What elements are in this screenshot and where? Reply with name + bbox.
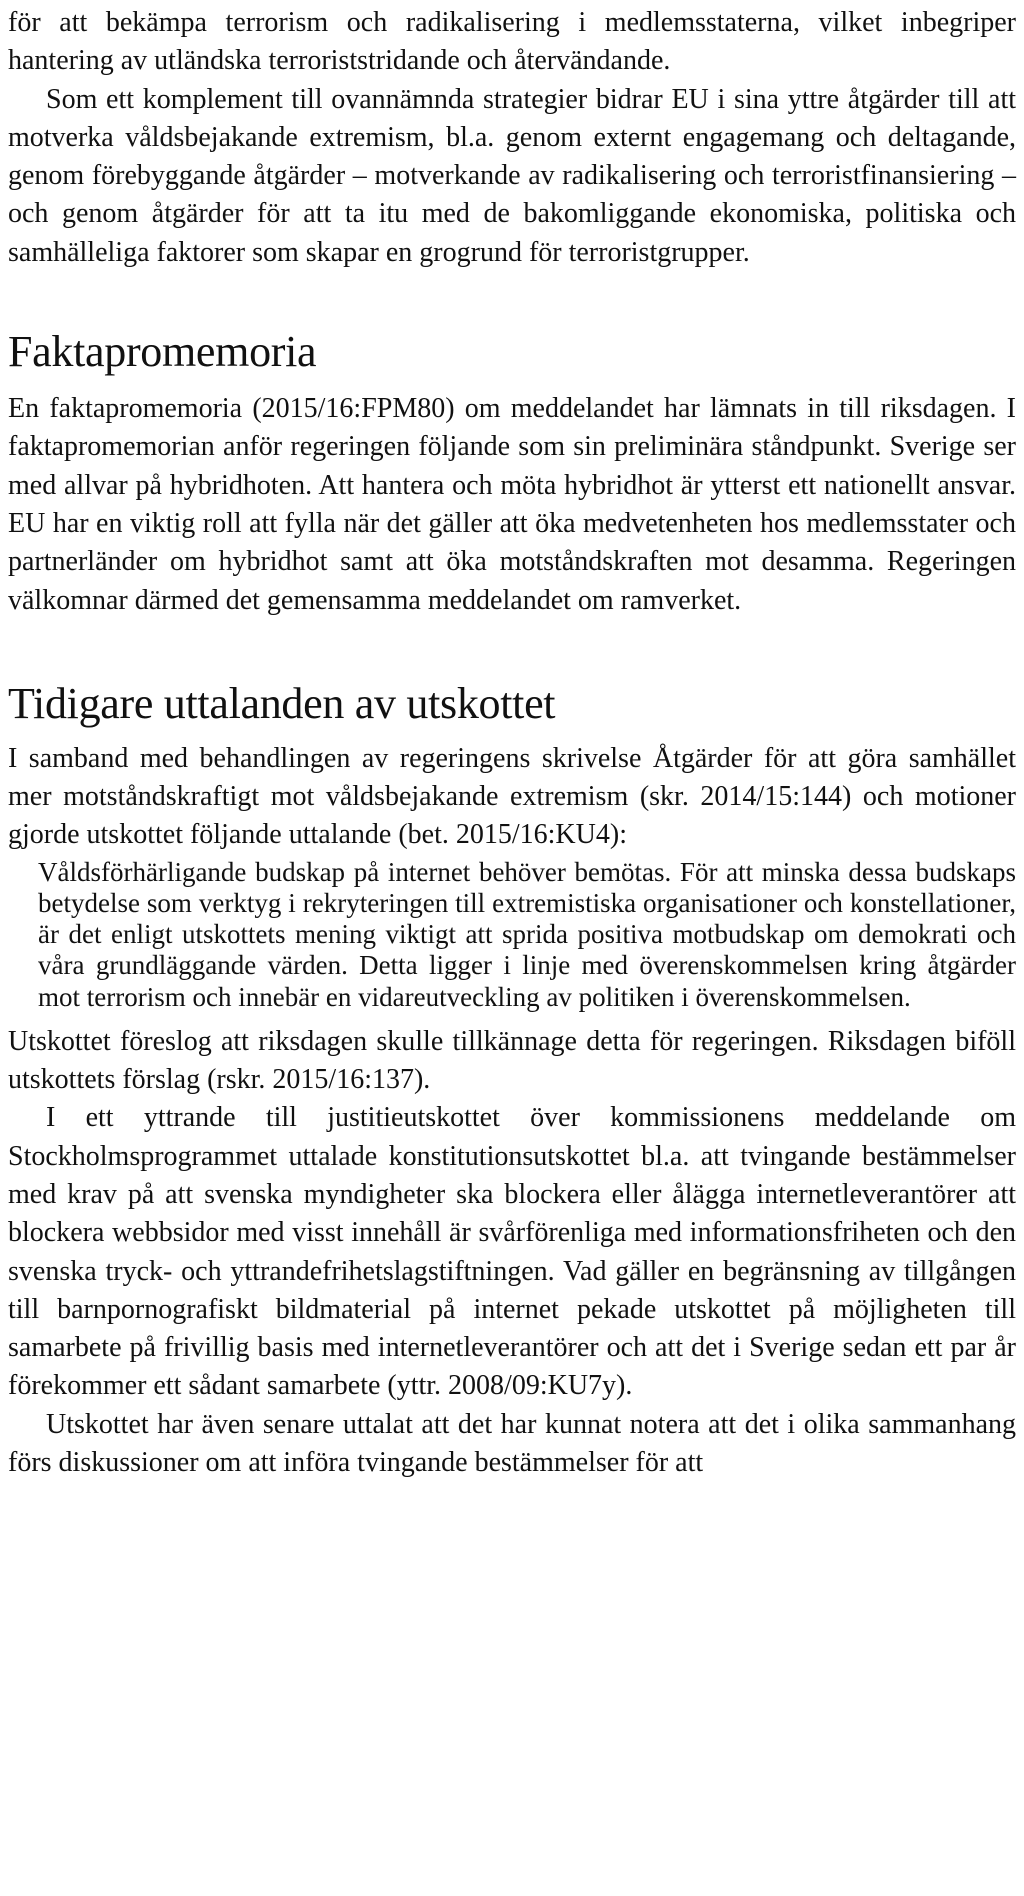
intro-paragraph-2: Som ett komplement till ovannämnda strategier bidrar EU i sina yttre åtgärder till att motverka våldsbejakande extremism, bl.a. genom externt engagemang och deltagande, genom förebyggande åtgärder – motverkande av radikalisering och terroristfinansiering – och genom åtgärder för att ta itu med de bakomliggande ekonomiska, politiska och samhälleliga faktorer som skapar en grogrund för terroristgrupper. <box>8 83 1016 268</box>
section-heading-tidigare-uttalanden: Tidigare uttalanden av utskottet <box>8 678 556 728</box>
faktapromemoria-paragraph: En faktapromemoria (2015/16:FPM80) om meddelandet har lämnats in till riksdagen. I faktapromemorian anför regeringen följande som sin preliminära ståndpunkt. Sverige ser med allvar på hybridhoten. Att hantera och möta hybridhot är ytterst ett nationellt ansvar. EU har en viktig roll att fylla när det gäller att öka medvetenheten hos medlemsstater och partnerländer om hybridhot samt att öka motståndskraften mot desamma. Regeringen välkomnar därmed det gemensamma meddelandet om ramverket. <box>8 393 1016 616</box>
document-page <box>8 4 1016 1482</box>
intro-paragraph-1: för att bekämpa terrorism och radikalisering i medlemsstaterna, vilket inbegriper hantering av utländska terroriststridande och återvändande. <box>8 7 1016 77</box>
tidigare-paragraph-1: I samband med behandlingen av regeringens skrivelse Åtgärder för att göra samhället mer motståndskraftigt mot våldsbejakande extremism (skr. 2014/15:144) och motioner gjorde utskottet följande uttalande (bet. 2015/16:KU4): <box>8 742 1016 851</box>
tidigare-paragraph-3: I ett yttrande till justitieutskottet över kommissionens meddelande om Stockholmsprogrammet uttalade konstitutionsutskottet bl.a. att tvingande bestämmelser med krav på att svenska myndigheter ska blockera eller ålägga internetleverantörer att blockera webbsidor med visst innehåll är svårförenliga med informationsfriheten och den svenska tryck- och yttrandefrihetslagstiftningen. Vad gäller en begränsning av tillgången till barnpornografiskt bildmaterial på internet pekade utskottet på möjligheten till samarbete på frivillig basis med internetleverantörer och att det i Sverige sedan ett par år förekommer ett sådant samarbete (yttr. 2008/09:KU7y). <box>8 1102 1016 1402</box>
section-heading-faktapromemoria: Faktapromemoria <box>8 327 317 377</box>
tidigare-paragraph-2: Utskottet föreslog att riksdagen skulle tillkännage detta för regeringen. Riksdagen biföll utskottets förslag (rskr. 2015/16:137). <box>8 1025 1016 1096</box>
tidigare-paragraph-4: Utskottet har även senare uttalat att det har kunnat notera att det i olika sammanhang förs diskussioner om att införa tvingande bestämmelser för att <box>8 1408 1016 1479</box>
committee-quote: Våldsförhärligande budskap på internet behöver bemötas. För att minska dessa budskaps betydelse som verktyg i rekryteringen till extremistiska organisationer och konstellationer, är det enligt utskottets mening viktigt att sprida positiva motbudskap om demokrati och våra grundläggande värden. Detta ligger i linje med överenskommelsen kring åtgärder mot terrorism och innebär en vidareutveckling av politiken i överenskommelsen. <box>38 856 1016 1012</box>
